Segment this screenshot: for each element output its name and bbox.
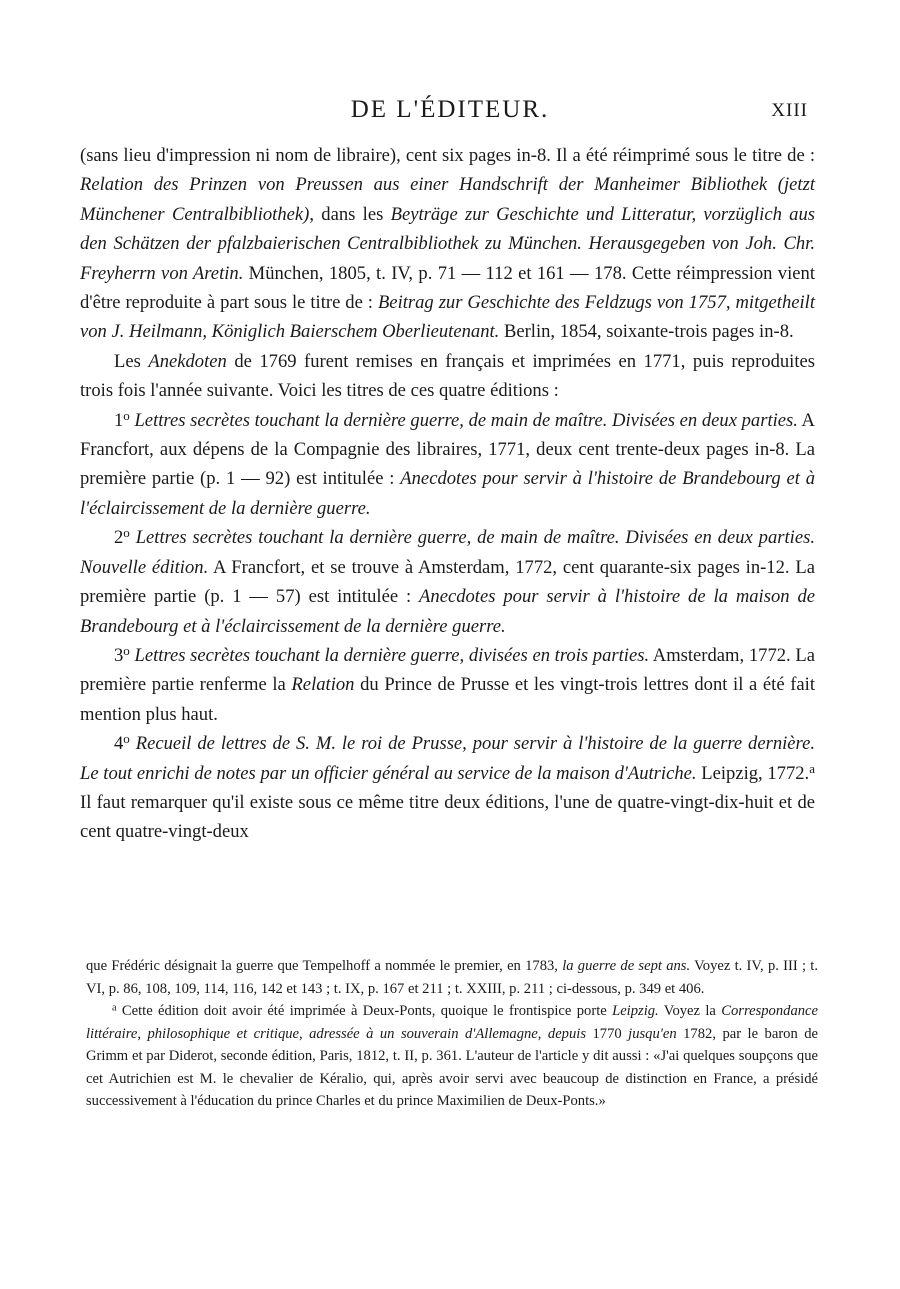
italic-title: Relation des Prinzen von Preussen aus einer Handschrift der Manheimer Bibliothek (jetzt Münchener Centralbibliothek) [80,174,815,225]
italic-title: Recueil de lettres de S. M. le roi de Prusse, pour servir à l'histoire de la guerre dernière. Le tout enrichi de notes par un officier général au service de la maison d'Autriche. [80,733,815,784]
text-span: , dans les [309,203,391,225]
ordinal-mark: o [123,525,130,541]
text-span: du Prince de Prusse et les vingt-trois lettres dont il a été fait mention plus haut. [80,674,815,725]
edition-item-1 [80,406,815,524]
edition-item-2 [80,523,815,641]
page-number: XIII [771,100,808,121]
italic-title: Anecdotes pour servir à l'histoire de Brandebourg et à l'éclaircissement de la dernière guerre. [80,468,816,519]
italic-title: Leipzig. [612,1003,659,1019]
text-span: Cette édition doit avoir été imprimée à Deux-Ponts, quoique le frontispice porte [116,1003,613,1019]
item-number: 3 [114,644,124,666]
italic-title: Lettres secrètes touchant la dernière guerre, de main de maître. Divisées en deux parties. [134,409,798,431]
edition-item-4 [80,729,815,847]
running-head [80,96,820,130]
item-number: 2 [114,527,124,549]
running-title: DE L'ÉDITEUR. [350,96,550,123]
footnotes [86,955,818,1113]
item-number: 4 [114,733,124,755]
italic-title: Beyträge zur Geschichte und Litteratur, vorzüglich aus den Schätzen der pfalzbaierischen Centralbibliothek zu München. Herausgegeben von Joh. Chr. Freyherrn von Aretin. [80,203,816,284]
text-span: Les [114,350,149,372]
text-span: Il faut remarquer qu'il existe sous ce même titre deux éditions, l'une de quatre-vingt-dix-huit et de cent quatre-vingt-deux [80,791,815,843]
italic-title: jusqu'en [628,1025,677,1042]
text-span: A Francfort, et se trouve à Amsterdam, 1772, cent quarante-six pages in-12. La première partie (p. 1 — 57) est intitulée : [80,556,816,608]
italic-title: Anekdoten [148,350,227,372]
paragraph-anekdoten [80,347,815,406]
text-span: Amsterdam, 1772. La première partie renferme la [80,644,815,696]
italic-title: Relation [291,674,355,696]
item-number: 1 [114,409,124,431]
ordinal-mark: o [123,731,130,747]
footnote-reference: a [809,760,815,776]
text-span: Berlin, 1854, soixante-trois pages in-8. [499,321,794,343]
italic-title: Anecdotes pour servir à l'histoire de la maison de Brandebourg et à l'éclaircissement de la dernière guerre. [80,586,815,637]
footnote-a [86,1000,818,1113]
text-span: de 1769 furent remises en français et imprimées en 1771, puis reproduites trois fois l'année suivante. Voici les titres de ces quatre éditions : [80,350,815,402]
footnote-continuation [86,955,818,1000]
ordinal-mark: o [123,643,130,659]
edition-item-3 [80,641,815,729]
italic-title: Correspondance littéraire, philosophique et critique, adressée à un souverain d'Allemagne, depuis [86,1003,818,1042]
italic-title: Lettres secrètes touchant la dernière guerre, de main de maître. Divisées en deux parties. Nouvelle édition. [80,527,815,578]
italic-title: Beitrag zur Geschichte des Feldzugs von 1757, mitgetheilt von J. Heilmann, Königlich Baierschem Oberlieutenant. [80,292,816,343]
italic-title: la guerre de sept ans. [562,958,691,974]
paragraph-continuation [80,141,815,347]
text-span: 1770 [586,1025,629,1042]
text-span: 1782, par le baron de Grimm et par Diderot, seconde édition, Paris, 1812, t. II, p. 361. L'auteur de l'article y dit aussi : «J'ai quelques soupçons que cet Autrichien est M. le chevalier de Kéralio, qui, après avoir servi avec beaucoup de distinction en France, a présidé successivement à l'éducation du prince Charles et du prince Maximilien de Deux-Ponts.» [86,1025,819,1109]
text-span: Leipzig, 1772. [696,762,810,784]
main-text [80,141,815,847]
text-span: Voyez t. IV, p. III ; t. VI, p. 86, 108, 109, 114, 116, 142 et 143 ; t. IX, p. 167 et 211 ; t. XXIII, p. 211 ; ci-dessous, p. 349 et 406. [86,958,818,997]
footnote-mark: a [112,1002,117,1014]
text-span: München, 1805, t. IV, p. 71 — 112 et 161 — 178. Cette réimpression vient d'être reproduite à part sous le titre de : [80,262,815,314]
text-span: A Francfort, aux dépens de la Compagnie des libraires, 1771, deux cent trente-deux pages in-8. La première partie (p. 1 — 92) est intitulée : [80,409,815,490]
text-span: que Frédéric désignait la guerre que Tempelhoff a nommée le premier, en 1783, [86,958,563,974]
text-span: Voyez la [658,1003,722,1019]
italic-title: Lettres secrètes touchant la dernière guerre, divisées en trois parties. [134,644,650,666]
text-span: (sans lieu d'impression ni nom de libraire), cent six pages in-8. Il a été réimprimé sous le titre de : [80,145,815,166]
ordinal-mark: o [123,407,130,423]
